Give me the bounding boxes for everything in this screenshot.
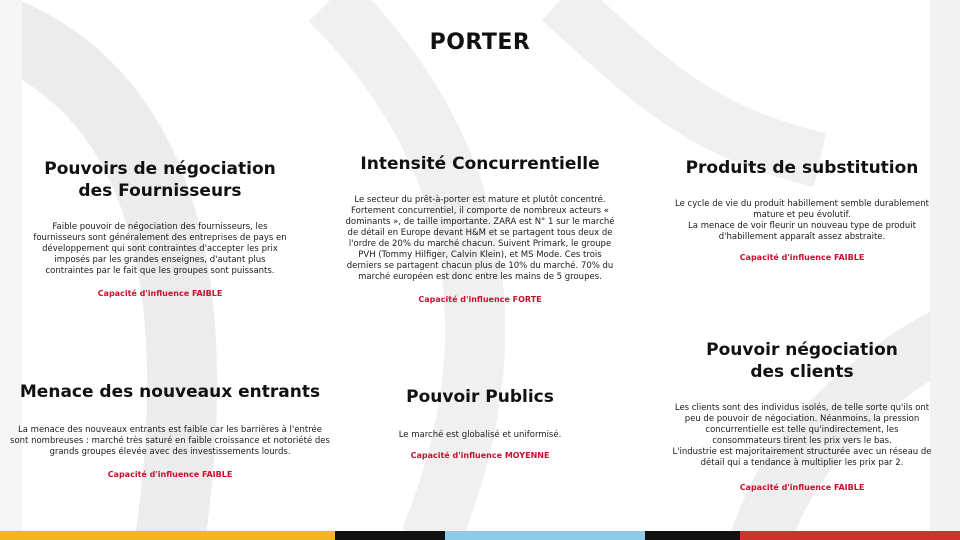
- block-publics: [360, 386, 600, 461]
- fournisseurs-text: Faible pouvoir de négociation des fournisseurs, les fournisseurs sont généralement des entreprises de pays en développement qui sont contraintes d'accepter les prix imposés par les grandes enseignes, d'autant plus contraintes par le fait que les groupes sont puissants.: [33, 222, 287, 276]
- substitution-text-line1: Le cycle de vie du produit habillement semble durablement mature et peu évolutif.: [675, 199, 929, 220]
- clients-influence: [672, 483, 932, 493]
- influence-label: Capacité d'influence: [410, 451, 503, 460]
- influence-value: FAIBLE: [833, 253, 865, 262]
- influence-value: FAIBLE: [833, 483, 865, 492]
- influence-label: Capacité d'influence: [107, 470, 200, 479]
- substitution-text-line2: La menace de voir fleurir un nouveau type de produit d'habillement apparaît assez abstraite.: [688, 221, 916, 242]
- publics-text: Le marché est globalisé et uniformisé.: [398, 430, 562, 440]
- stripe-yellow: [0, 531, 335, 540]
- substitution-text: [662, 199, 942, 243]
- entrants-influence: [10, 470, 330, 480]
- stripe-dark-1: [335, 531, 445, 540]
- clients-text-line2: L'industrie est majoritairement structurée avec un réseau de détail qui a tendance à multiplier les prix par 2.: [672, 447, 932, 468]
- stripe-red: [740, 531, 960, 540]
- block-concurrence: [342, 153, 618, 305]
- substitution-influence: [662, 253, 942, 263]
- block-entrants: [10, 381, 330, 480]
- influence-label: Capacité d'influence: [739, 253, 832, 262]
- page-title: PORTER: [429, 30, 531, 55]
- clients-text-line1: Les clients sont des individus isolés, de telle sorte qu'ils ont peu de pouvoir de négociation. Néanmoins, la pression concurrentielle est telle qu'indirectement, les consommateurs tirent les prix vers le bas.: [674, 403, 930, 446]
- clients-title-line2: des clients: [750, 362, 854, 382]
- entrants-title: Menace des nouveaux entrants: [19, 382, 321, 402]
- block-substitution: [662, 157, 942, 263]
- influence-value: FORTE: [512, 295, 542, 304]
- stripe-blue: [445, 531, 645, 540]
- fournisseurs-title-line1: Pouvoirs de négociation: [44, 159, 276, 179]
- concurrence-text: Le secteur du prêt-à-porter est mature et plutôt concentré. Fortement concurrentiel, il comporte de nombreux acteurs « dominants », de taille importante. ZARA est N° 1 sur le marché de détail en Europe devant H&M et se partagent tous deux de l'ordre de 20% du marché chacun. Suivent Primark, le groupe PVH (Tommy Hilfiger, Calvin Klein), et MS Mode. Ces trois derniers se partagent chacun plus de 10% du marché. 70% du marché européen est donc entre les mains de 5 groupes.: [345, 195, 615, 282]
- concurrence-title: Intensité Concurrentielle: [360, 154, 600, 174]
- substitution-title: Produits de substitution: [685, 158, 919, 178]
- stripe-dark-2: [645, 531, 740, 540]
- entrants-text: La menace des nouveaux entrants est faible car les barrières à l'entrée sont nombreuses : marché très saturé en faible croissance et notoriété des grands groupes élevée avec des investissements lourds.: [10, 425, 330, 457]
- influence-value: FAIBLE: [191, 289, 223, 298]
- influence-value: MOYENNE: [504, 451, 550, 460]
- block-fournisseurs: [22, 158, 298, 299]
- publics-title: Pouvoir Publics: [406, 387, 554, 407]
- influence-label: Capacité d'influence: [418, 295, 510, 304]
- fournisseurs-title-line2: des Fournisseurs: [78, 181, 242, 201]
- influence-value: FAIBLE: [201, 470, 233, 479]
- clients-title-line1: Pouvoir négociation: [706, 340, 898, 360]
- clients-title: [672, 339, 932, 383]
- concurrence-influence: [342, 295, 618, 305]
- clients-text: [672, 403, 932, 469]
- publics-influence: [360, 451, 600, 461]
- fournisseurs-influence: [22, 289, 298, 299]
- influence-label: Capacité d'influence: [739, 483, 832, 492]
- influence-label: Capacité d'influence: [97, 289, 190, 298]
- fournisseurs-title: [22, 158, 298, 202]
- block-clients: [672, 339, 932, 493]
